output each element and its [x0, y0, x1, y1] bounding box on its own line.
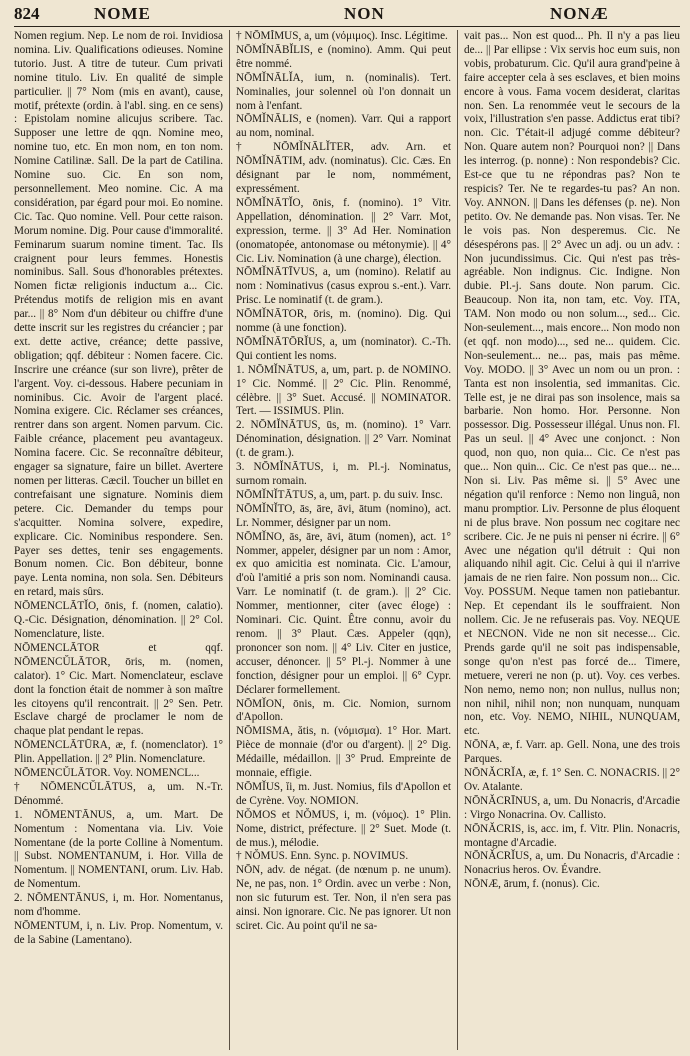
entry: 1. NŌMĬNĀTUS, a, um, part. p. de NOMINO. 1° Cic. Nommé. || 2° Cic. Plin. Renommé, célèbre. || 3° Suet. Accusé. || NOMINATOR. Tert. — ISSIMUS. Plin.: [236, 363, 451, 418]
entry: NŌNĂCRĪNUS, a, um. Du Nonacris, d'Arcadie : Virgo Nonacrina. Ov. Callisto.: [464, 794, 680, 821]
entry: NŌMĬNĀBĬLIS, e (nomino). Amm. Qui peut être nommé.: [236, 43, 451, 70]
entry: † NŌMENCŬLĀTUS, a, um. N.-Tr. Dénommé.: [14, 780, 223, 807]
entry: NŌMĬNĀTĪVUS, a, um (nomino). Relatif au nom : Nominativus (casus exprou s.-ent.). Varr. Prisc. Le nominatif (t. de gram.).: [236, 266, 451, 307]
entry: NŌMĬNO, ās, āre, āvi, ātum (nomen), act. 1° Nommer, appeler, désigner par un nom : Amor, ex quo amicitia est nominata. Cic. L'amour, d'où l'amitié a pris son nom. Nominandi causa. Varr. Le nominatif (t. de gram.). || 2° Cic. Nommer, mentionner, citer (avec éloge) : Nominari. Cic. Quint. Être connu, avoir du renom. || 3° Plaut. Cæs. Appeler (qqn), prononcer son nom. || 4° Liv. Citer en justice, accuser, dénoncer. || 5° Pl.-j. Nommer à une fonction, désigner pour un emploi. || 6° Cypr. Déclarer formellement.: [236, 530, 451, 696]
entry: † NŎMUS. Enn. Sync. p. NOVIMUS.: [236, 850, 409, 863]
page-header: [14, 4, 680, 28]
header-right-word: NONÆ: [550, 4, 609, 23]
page-number: 824: [14, 4, 40, 23]
entry: NŌN, adv. de négat. (de nœnum p. ne unum). Ne, ne pas, non. 1° Ordin. avec un verbe : Non, non sic futurum est. Ter. Non, il n'en sera pas ainsi. Non ignorare. Cic. Ne pas ignorer. Ut non sciret. Cic. Au point qu'il ne sa-: [236, 864, 451, 932]
column-left: [14, 30, 223, 1050]
entry: NŌMENTUM, i, n. Liv. Prop. Nomentum, v. de la Sabine (Lamentano).: [14, 920, 223, 946]
entry: NŌMĬNĀTĬO, ōnis, f. (nomino). 1° Vitr. Appellation, dénomination. || 2° Varr. Mot, expression, terme. || 3° Ad Her. Nomination (onomatopée, antonomase ou métonymie). || 4° Cic. Liv. Nomination (à une charge), élection.: [236, 196, 451, 265]
entry: NŌMĬNĀLIS, e (nomen). Varr. Qui a rapport au nom, nominal.: [236, 113, 451, 140]
entry: NŌMĬON, ōnis, m. Cic. Nomion, surnom d'Apollon.: [236, 697, 451, 724]
entry: vait pas... Non est quod... Ph. Il n'y a pas lieu de... || Par ellipse : Vix servis hoc eum suis, non vobis, probaturum. Cic. Qu'il aura grand'peine à faire accepter cela à ses esclaves, et bien moins encore à vous. Fama vocem desiderat, claritas non. Sen. La renommée veut le secours de la voix, l'illustration s'en passe. Addictus erat tibi? non. Cic. T'était-il adjugé comme débiteur? Non. Quare autem non? Pourquoi non? || Dans les interrog. (p. nonne) : Non respondebis? Cic. Est-ce que tu ne répondras pas? Non te respicis? Ter. Ne te regardes-tu pas? An non. Voy. ANNON. || Dans les défenses (p. ne). Non petito. Ov. Ne demande pas. Non visas. Ter. Ne le vois pas. Non desperemus. Cic. Ne désespérons pas. || 2° Avec un adj. ou un adv. : Non jucundissimus. Cic. Qui n'est pas très-agréable. Non indignus. Cic. Indigne. Non dubie. Pl.-j. Sans doute. Non parum. Cic. Beaucoup. Non ita, non tam, etc. Voy. ITA, TAM. Non modo ou non solum..., sed... Cic. Non-seulement..., mais encore... Non modo non (et qqf. non modo)..., sed ne... quidem. Cic. Non-seulement... ne... pas, mais pas même. Voy. MODO. || 3° Avec un nom ou un pron. : Tanta est non insolentia, sed immanitas. Cic. Telle est, je ne dirai pas son insolence, mais sa barbarie. Non homo. Hor. Personne. Non possessor. Dig. Possesseur illégal. Unus non. Fl. Pas un seul. || 4° Avec une conjonct. : Non quod, non quo, non quia... Cic. Ce n'est pas que... Non quin... Cic. Ce n'est pas que... ne... Non si. Liv. Pas même si. || 5° Avec une négation qu'il renforce : Nemo non linguâ, non manu promptior. Liv. Personne de plus éloquent ni de plus brave. Non possum nec cogitare nec scribere. Cic. Je ne puis ni penser ni écrire. || 6° Avec une négation qu'il détruit : Qui non aliquando nihil agit. Cic. Celui à qui il n'arrive jamais de ne rien faire. Non possum non... Cic. Voy. POSSUM. Neque tamen non patiebantur. Nep. Et cependant ils le souffraient. Non nollem. Cic. Je ne refuserais pas. Voy. NEQUE et NECNON. Vide ne non sit necesse... Cic. Prends garde qu'il ne soit pas indispensable, songe qu'on n'est pas forcé de... Timere, metuere, vereri ne non (p. ut). Voy. ces verbes. Non nemo, nemo non; non nullus, nullus non; non nihil, nihil non; non nunquam, nunquam non, etc. Voy. NEMO, NIHIL, NUNQUAM, etc.: [464, 30, 680, 738]
entry: NŌNÆ, ārum, f. (nonus). Cic.: [464, 878, 600, 891]
entry: NŌMĬNĬTĀTUS, a, um, part. p. du suiv. Insc.: [236, 488, 443, 501]
column-divider: [457, 30, 458, 1050]
entry: † NŌMĬNĀLĬTER, adv. Arn. et NŌMĬNĀTIM, adv. (nominatus). Cic. Cæs. En désignant par le nom, nommément, expressément.: [236, 141, 451, 195]
entry: NŌNA, æ, f. Varr. ap. Gell. Nona, une des trois Parques.: [464, 739, 680, 766]
entry: NŌMĬUS, ĭi, m. Just. Nomius, fils d'Apollon et de Cyrène. Voy. NOMION.: [236, 780, 451, 807]
entry: NŌMENCLĀTŪRA, æ, f. (nomenclator). 1° Plin. Appellation. || 2° Plin. Nomenclature.: [14, 739, 223, 766]
entry: NŌMENCLĀTĬO, ōnis, f. (nomen, calatio). Q.-Cic. Désignation, dénomination. || 2° Col. Nomenclature, liste.: [14, 600, 223, 640]
entry: NŎMOS et NŎMUS, i, m. (νόμος). 1° Plin. Nome, district, préfecture. || 2° Suet. Mode (t. de mus.), mélodie.: [236, 808, 451, 849]
entry: NŌMISMA, ătis, n. (νόμισμα). 1° Hor. Mart. Pièce de monnaie (d'or ou d'argent). || 2° Dig. Médaille, médaillon. || 3° Prud. Empreinte de monnaie, effigie.: [236, 725, 451, 780]
header-center-word: NON: [344, 4, 385, 23]
header-left-word: NOME: [94, 4, 151, 23]
entry: NŌMĬNĀTŌRĬUS, a, um (nominator). C.-Th. Qui contient les noms.: [236, 335, 451, 362]
column-middle: [236, 30, 451, 1050]
entry: 2. NŌMENTĀNUS, i, m. Hor. Nomentanus, nom d'homme.: [14, 892, 223, 919]
entry: † NŌMĬMUS, a, um (νόμιμος). Insc. Légitime.: [236, 30, 448, 42]
entry: NŌMĬNĬTO, ās, āre, āvi, ātum (nomino), act. Lr. Nommer, désigner par un nom.: [236, 502, 451, 529]
entry: NŌMĬNĀTOR, ōris, m. (nomino). Dig. Qui nomme (à une fonction).: [236, 308, 451, 335]
entry: 2. NŌMĬNĀTUS, ūs, m. (nomino). 1° Varr. Dénomination, désignation. || 2° Varr. Nominat (t. de gram.).: [236, 419, 451, 460]
entry: NŌMĬNĀLĬA, ium, n. (nominalis). Tert. Nominalies, jour solennel où l'on donnait un nom à l'enfant.: [236, 71, 451, 112]
entry: NŌNĂCRIS, is, acc. im, f. Vitr. Plin. Nonacris, montagne d'Arcadie.: [464, 822, 680, 849]
entry: NŌMENCLĀTOR et qqf. NŌMENCŬLĀTOR, ōris, m. (nomen, calator). 1° Cic. Mart. Nomenclateur, esclave dont la fonction était de nommer à son maître les citoyens qu'il rencontrait. || 2° Sen. Petr. Esclave chargé de proclamer le nom de chaque plat pendant le repas.: [14, 641, 223, 738]
entry: 1. NŌMENTĀNUS, a, um. Mart. De Nomentum : Nomentana via. Liv. Voie Nomentane (de la porte Colline à Nomentum. || Subst. NOMENTANUM, i. Hor. Villa de Nomentum. || NOMENTANI, orum. Liv. Hab. de Nomentum.: [14, 808, 223, 891]
entry: NŌMENCŬLĀTOR. Voy. NOMENCL...: [14, 767, 200, 780]
entry: 3. NŌMĬNĀTUS, i, m. Pl.-j. Nominatus, surnom romain.: [236, 461, 451, 487]
header-rule: [14, 26, 680, 27]
entry: NŌNĂCRĬA, æ, f. 1° Sen. C. NONACRIS. || 2° Ov. Atalante.: [464, 767, 680, 793]
column-right: [464, 30, 680, 1050]
entry: NŌNĂCRĬUS, a, um. Du Nonacris, d'Arcadie : Nonacrius heros. Ov. Évandre.: [464, 850, 680, 877]
entry: Nomen regium. Nep. Le nom de roi. Invidiosa nomina. Liv. Qualifications odieuses. Nomine tutorio. Just. A titre de tuteur. Cum privati nomine titulo. Liv. En qualité de simple particulier. || 7° Nom (mis en avant), cause, motif, prétexte (ordin. à l'abl. sing. en ce sens) : Epistolam nomine alicujus scribere. Tac. Supposer une lettre de qqn. Nomine meo, nomine tuo, etc. En mon nom, en ton nom. Nomine Catilinæ. Sall. De la part de Catilina. Nomine suo. Cic. En son nom, personnellement. Meo nomine. Cic. A ma considération, par égard pour moi. Eo nomine. Cic. Tac. Quo nomine. Vell. Pour cette raison. Morum nomine. Dig. Pour cause d'immoralité. Feminarum suarum nomine timent. Tac. Ils craignent pour leurs femmes. Honestis nominibus. Sall. Sous d'honorables prétextes. Nomen fictæ religionis inductum a... Cic. Prétendus motifs de religion mis en avant par... || 8° Nom d'un débiteur ou chiffre d'une dette inscrit sur les registres du créancier ; par ext. dette active, créance; dette passive, obligation; qqf. débiteur : Nomen facere. Cic. Inscrire une créance (sur son livre), prêter de l'argent. Voy. ci-dessous. Habere pecuniam in nominibus. Cic. Avoir de l'argent placé. Nomina exigere. Cic. Réclamer ses créances, rentrer dans son argent. Nomen parvum. Cic. Faible créance, placement peu avantageux. Nomina facere. Cic. Se reconnaître débiteur, engager sa signature, faire un billet. Avertere nomen per litteras. Cæcil. Toucher un billet en contrefaisant une signature. Nominis diem petere. Cic. Demander du temps pour s'acquitter. Nomina solvere, expedire, explicare. Cic. Nominibus respondere. Sen. Payer ses dettes, tenir ses engagements. Bonum nomen. Cic. Bon débiteur, bonne paye. Lenta nomina, non sola. Sen. Débiteurs en retard, mais sûrs.: [14, 30, 223, 599]
column-divider: [229, 30, 230, 1050]
